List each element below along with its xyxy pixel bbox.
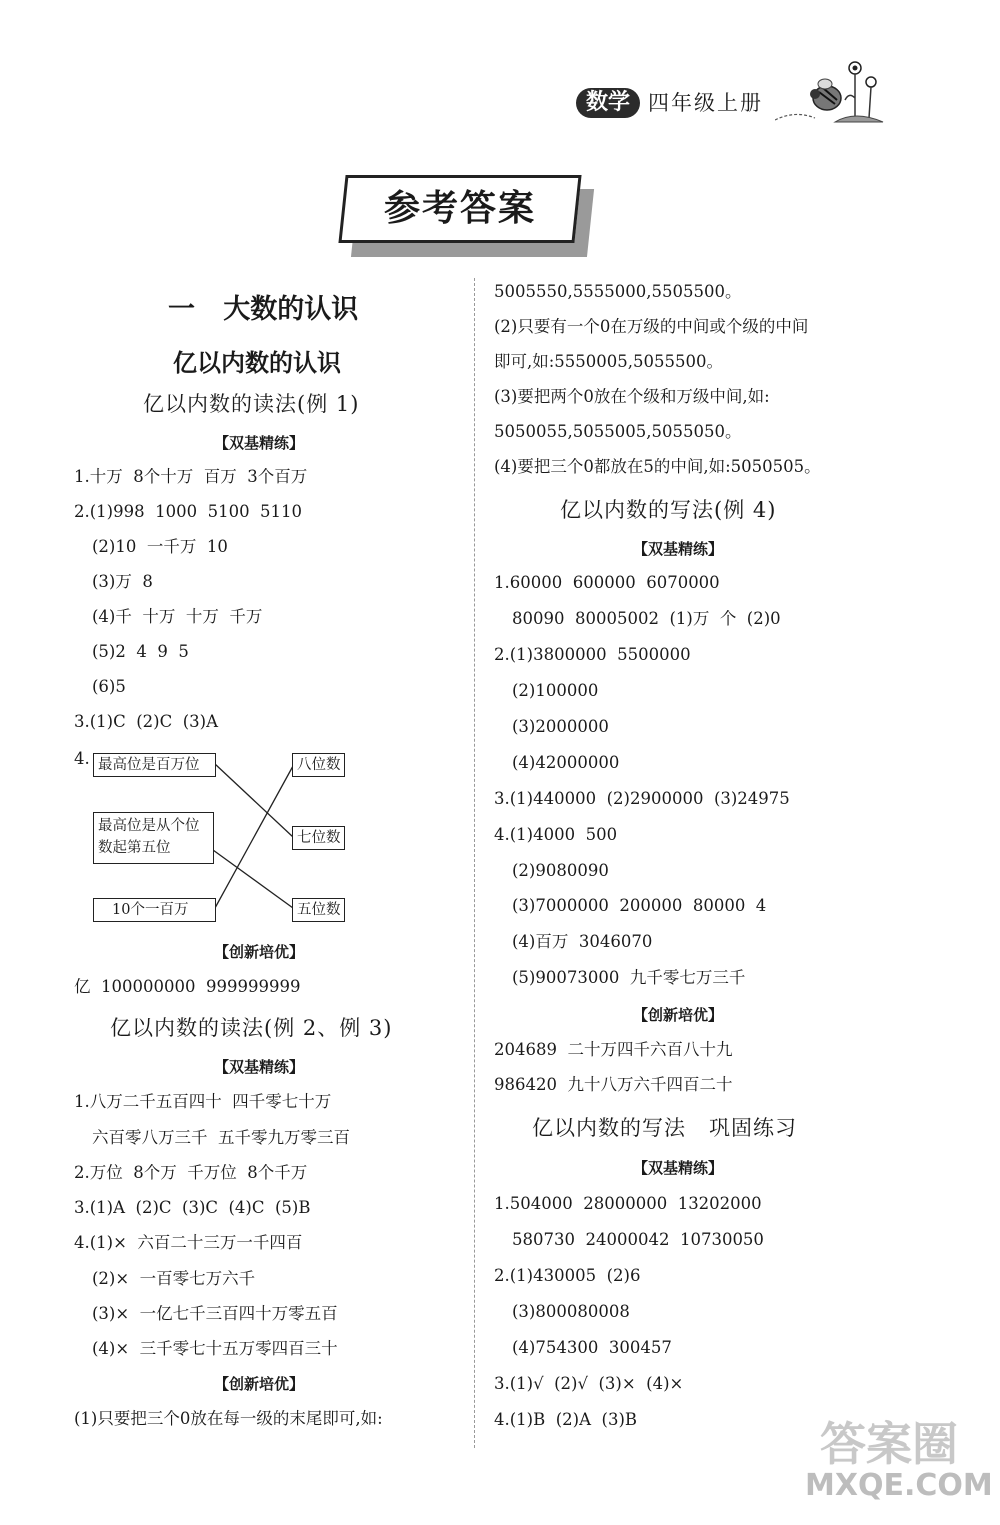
answer-line: (4)千 十万 十万 千万 <box>92 607 263 626</box>
page-title: 参考答案 <box>383 188 536 229</box>
answer-line: 六百零八万三千 五千零九万零三百 <box>92 1128 350 1147</box>
answer-line: (3)万 8 <box>92 572 153 591</box>
section-heading: 亿以内数的读法(例 1) <box>143 392 360 416</box>
answer-line: (3)800080008 <box>512 1302 630 1321</box>
answer-line: 4.(1)4000 500 <box>494 825 618 844</box>
matching-lines <box>0 0 475 940</box>
answer-line: 986420 九十八万六千四百二十 <box>494 1075 733 1094</box>
answer-line: 1.十万 8个十万 百万 3个百万 <box>74 467 308 486</box>
section-heading: 亿以内数的写法 巩固练习 <box>532 1116 798 1140</box>
answer-line: 2.(1)3800000 5500000 <box>494 645 691 664</box>
match-box-left: 10个一百万 <box>93 898 216 922</box>
answer-line: (2)100000 <box>512 681 599 700</box>
answer-line: 亿 100000000 999999999 <box>74 977 301 996</box>
answer-line: 3.(1)C (2)C (3)A <box>74 712 219 731</box>
answer-line: (5)90073000 九千零七万三千 <box>512 968 746 987</box>
answer-line: 3.(1)√ (2)√ (3)× (4)× <box>494 1374 684 1393</box>
answer-line: 1.八万二千五百四十 四千零七十万 <box>74 1092 332 1111</box>
answer-line: 204689 二十万四千六百八十九 <box>494 1040 733 1059</box>
answer-line: (4)42000000 <box>512 753 620 772</box>
answer-line: (3)7000000 200000 80000 4 <box>512 896 767 915</box>
answer-line: 1.504000 28000000 13202000 <box>494 1194 762 1213</box>
watermark-url: MXQE.COM <box>805 1468 993 1503</box>
answer-line: (4)百万 3046070 <box>512 932 653 951</box>
section-label: 【创新培优】 <box>214 1375 305 1393</box>
answer-line: (5)2 4 9 5 <box>92 642 189 661</box>
answer-line: (3)2000000 <box>512 717 609 736</box>
answer-line: 2.万位 8个万 千万位 8个千万 <box>74 1163 308 1182</box>
answer-line: 3.(1)440000 (2)2900000 (3)24975 <box>494 789 790 808</box>
section-label: 【双基精练】 <box>214 434 305 452</box>
section-label: 【双基精练】 <box>633 1159 724 1177</box>
answer-line: (2)只要有一个0在万级的中间或个级的中间 <box>494 317 809 336</box>
section-label: 【创新培优】 <box>214 943 305 961</box>
answer-line: (2)× 一百零七万六千 <box>92 1269 256 1288</box>
match-box-right: 五位数 <box>292 898 345 922</box>
answer-line: 5005550,5555000,5505500。 <box>494 282 742 301</box>
match-box-left: 最高位是百万位 <box>93 753 216 777</box>
match-box-right: 八位数 <box>292 753 345 777</box>
answer-line: 80090 80005002 (1)万 个 (2)0 <box>512 609 781 628</box>
answer-line: 2.(1)998 1000 5100 5110 <box>74 502 303 521</box>
answer-line: (6)5 <box>92 677 126 696</box>
watermark-logo: 答案圈 <box>820 1417 958 1471</box>
answer-line: 1.60000 600000 6070000 <box>494 573 720 592</box>
answer-line: (3)要把两个0放在个级和万级中间,如: <box>494 387 770 406</box>
answer-line: (2)9080090 <box>512 861 609 880</box>
section-label: 【创新培优】 <box>633 1006 724 1024</box>
answer-line: (4)754300 300457 <box>512 1338 672 1357</box>
answer-line: (4)要把三个0都放在5的中间,如:5050505。 <box>494 457 821 476</box>
section-label: 【双基精练】 <box>214 1058 305 1076</box>
answer-line: 5050055,5055005,5055050。 <box>494 422 742 441</box>
section-label: 【双基精练】 <box>633 540 724 558</box>
match-box-right: 七位数 <box>292 826 345 850</box>
subject-badge: 数学 <box>576 88 640 118</box>
answer-line: 580730 24000042 10730050 <box>512 1230 764 1249</box>
answer-line: (4)× 三千零七十五万零四百三十 <box>92 1339 338 1358</box>
answer-line: (3)× 一亿七千三百四十万零五百 <box>92 1304 338 1323</box>
match-box-left: 最高位是从个位 数起第五位 <box>93 812 214 864</box>
answer-line: 4.(1)B (2)A (3)B <box>494 1410 638 1429</box>
grade-label: 四年级上册 <box>648 91 763 115</box>
unit-heading: 一 大数的认识 <box>168 294 359 325</box>
answer-line: (1)只要把三个0放在每一级的末尾即可,如: <box>74 1409 383 1428</box>
answer-line: 2.(1)430005 (2)6 <box>494 1266 641 1285</box>
chapter-heading: 亿以内数的认识 <box>173 349 341 377</box>
bee-flower-icon <box>775 48 885 128</box>
answer-line: 4.(1)× 六百二十三万一千四百 <box>74 1233 303 1252</box>
answer-line: (2)10 一千万 10 <box>92 537 228 556</box>
section-heading: 亿以内数的读法(例 2、例 3) <box>110 1016 393 1040</box>
question-number: 4. <box>74 749 90 768</box>
section-heading: 亿以内数的写法(例 4) <box>560 498 777 522</box>
answer-line: 即可,如:5550005,5055500。 <box>494 352 724 371</box>
answer-line: 3.(1)A (2)C (3)C (4)C (5)B <box>74 1198 311 1217</box>
